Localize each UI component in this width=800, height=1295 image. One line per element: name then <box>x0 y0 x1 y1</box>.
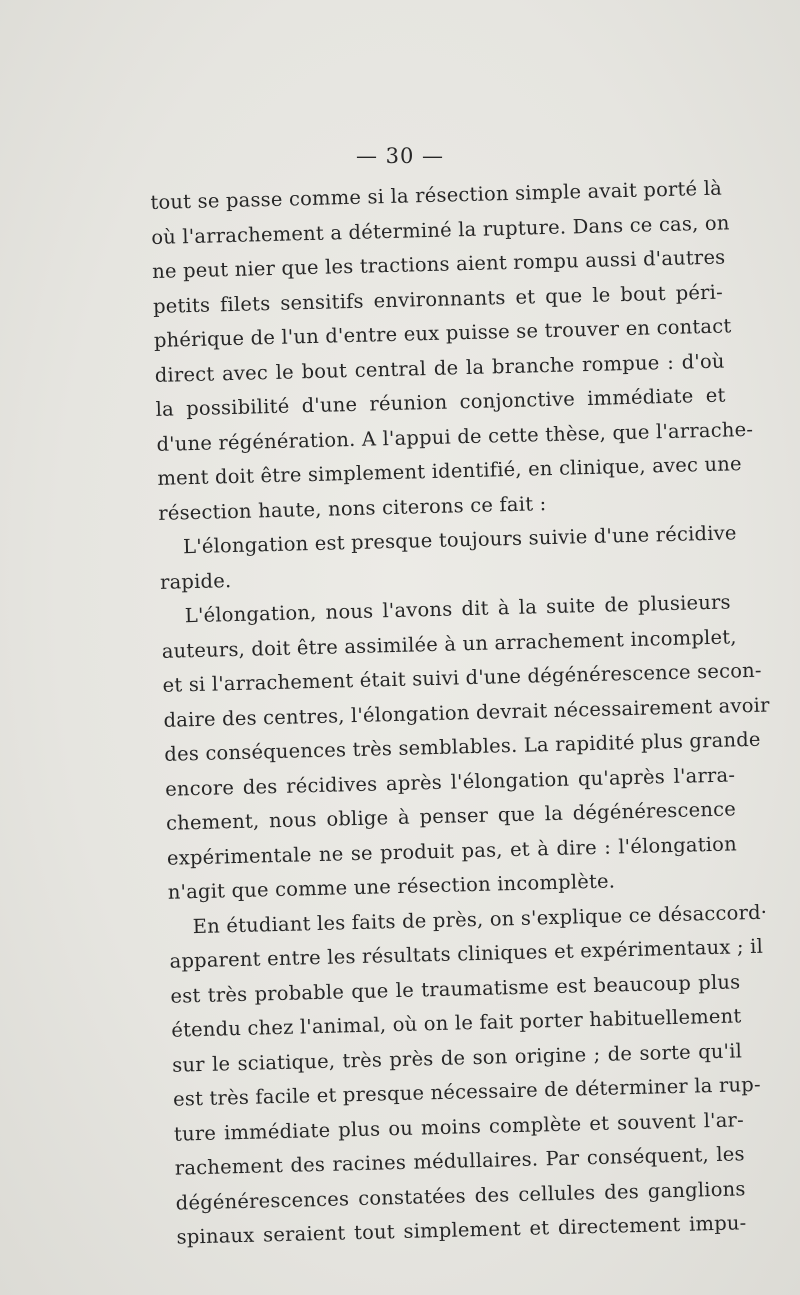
text-line: d'une régénération. A l'appui de cette thèse, que l'arrache- <box>156 417 754 456</box>
text-line: L'élongation, nous l'avons dit à la suite de plusieurs <box>184 590 732 628</box>
text-line: tout se passe comme si la résection simple avait porté là <box>150 176 723 214</box>
text-line: où l'arrachement a déterminé la rupture. Dans ce cas, on <box>150 210 730 249</box>
text-line: En étudiant les faits de près, on s'explique ce désaccord· <box>192 900 768 938</box>
text-line: étendu chez l'animal, où on le fait porter habituellement <box>171 1004 742 1042</box>
text-line: la possibilité d'une réunion conjonctive immédiate et <box>155 383 726 421</box>
text-line: direct avec le bout central de la branche rompue : d'où <box>154 349 725 387</box>
text-line: auteurs, doit être assimilée à un arrachement incomplet, <box>161 624 737 663</box>
text-line: des conséquences très semblables. La rapidité plus grande <box>164 727 761 766</box>
text-line: est très probable que le traumatisme est beaucoup plus <box>170 969 741 1008</box>
text-line: daire des centres, l'élongation devrait nécessairement avoir <box>163 692 770 732</box>
text-line: spinaux seraient tout simplement et directement impu- <box>176 1211 747 1249</box>
text-line: encore des récidives après l'élongation qu'après l'arra- <box>164 762 736 801</box>
text-line: n'agit que comme une résection incomplète. <box>167 869 616 904</box>
body-text <box>150 172 770 1256</box>
text-line: expérimentale ne se produit pas, et à dire : l'élongation <box>166 831 738 870</box>
text-line: L'élongation est presque toujours suivie d'une récidive <box>182 521 737 559</box>
text-line: résection haute, nons citerons ce fait : <box>157 491 547 525</box>
page-number: — 30 — <box>355 144 445 168</box>
text-line: chement, nous oblige à penser que la dégénérescence <box>165 797 737 835</box>
text-line: ne peut nier que les tractions aient rompu aussi d'autres <box>151 245 726 283</box>
text-line: apparent entre les résultats cliniques et expérimentaux ; il <box>169 934 764 973</box>
text-line: ture immédiate plus ou moins complète et souvent l'ar- <box>173 1107 745 1146</box>
text-line: est très facile et presque nécessaire de déterminer la rup- <box>172 1072 761 1111</box>
text-line: sur le sciatique, très près de son origine ; de sorte qu'il <box>171 1038 743 1077</box>
text-line: rapide. <box>159 568 232 594</box>
text-line: ment doit être simplement identifié, en clinique, avec une <box>157 452 742 490</box>
text-line: rachement des racines médullaires. Par conséquent, les <box>174 1142 745 1180</box>
text-line: petits filets sensitifs environnants et que le bout péri- <box>152 280 724 318</box>
text-line: et si l'arrachement était suivi d'une dégénérescence secon- <box>162 658 762 697</box>
text-line: phérique de l'un d'entre eux puisse se trouver en contact <box>153 314 732 352</box>
text-line: dégénérescences constatées des cellules des ganglions <box>175 1176 746 1215</box>
